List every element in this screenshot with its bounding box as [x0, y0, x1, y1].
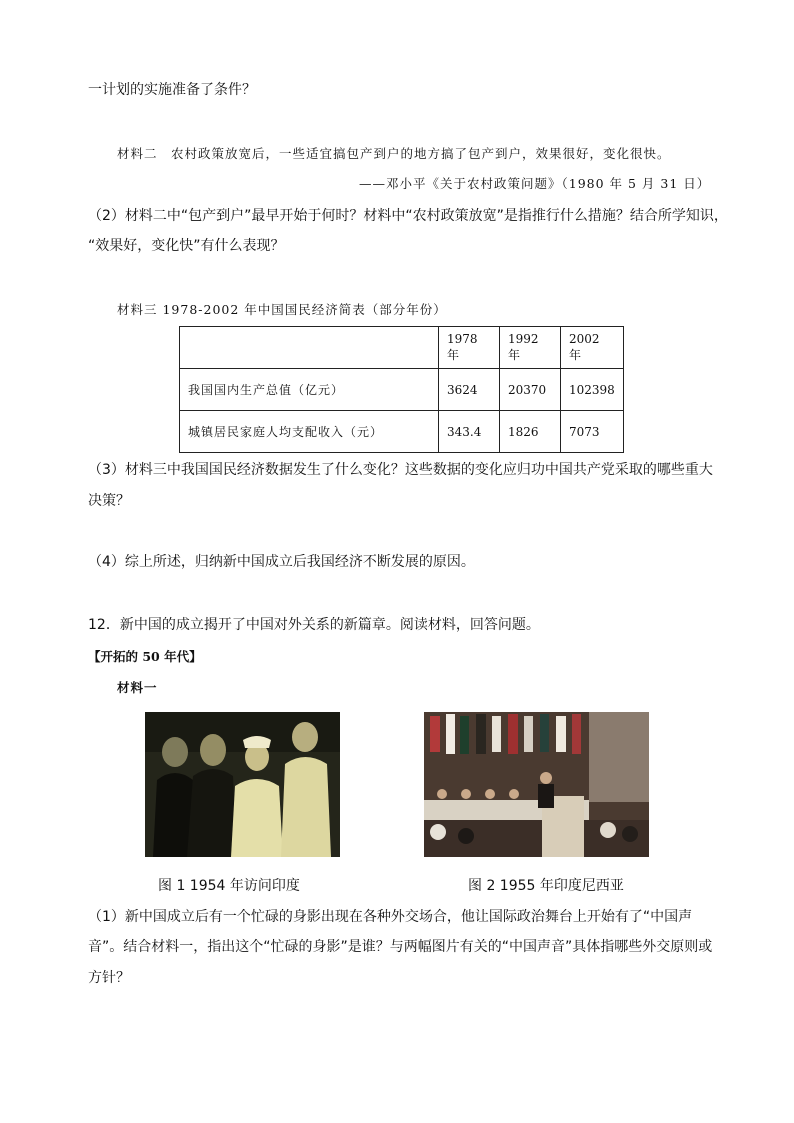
material2-source: ——邓小平《关于农村政策问题》（1980 年 5 月 31 日）	[359, 176, 711, 191]
question-12: 12．新中国的成立揭开了中国对外关系的新篇章。阅读材料，回答问题。	[88, 617, 540, 633]
section-heading: 【开拓的 50 年代】	[88, 649, 202, 664]
material2-text: 材料二 农村政策放宽后，一些适宜搞包产到户的地方搞了包产到户，效果很好，变化很快。	[117, 146, 671, 161]
table-row-label: 城镇居民家庭人均支配收入（元）	[180, 411, 439, 453]
table-row	[180, 369, 624, 411]
question-4: （4）综上所述，归纳新中国成立后我国经济不断发展的原因。	[88, 554, 475, 570]
table-header-1992: 1992 年	[500, 327, 561, 369]
question-3-line2: 决策？	[88, 493, 130, 509]
table-cell: 1826	[500, 411, 561, 453]
table-header-1978: 1978 年	[439, 327, 500, 369]
material1-label: 材料一	[117, 680, 158, 695]
table-row	[180, 411, 624, 453]
figure-2-photo	[424, 712, 649, 857]
table-cell: 343.4	[439, 411, 500, 453]
question-12-1-line2: 音”。结合材料一，指出这个“忙碌的身影”是谁？与两幅图片有关的“中国声音”具体指哪些外交原则或	[88, 939, 713, 955]
table-row-label: 我国国内生产总值（亿元）	[180, 369, 439, 411]
question-2-line2: “效果好，变化快”有什么表现？	[88, 238, 285, 254]
figure-2-caption: 图 2 1955 年印度尼西亚	[468, 878, 624, 894]
question-3-line1: （3）材料三中我国国民经济数据发生了什么变化？这些数据的变化应归功中国共产党采取的哪些重大	[88, 462, 713, 478]
material3-title: 材料三 1978-2002 年中国国民经济简表（部分年份）	[117, 302, 447, 317]
intro-fragment: 一计划的实施准备了条件？	[88, 82, 256, 98]
table-header-empty	[180, 327, 439, 369]
table-cell: 102398	[561, 369, 624, 411]
economy-table	[179, 326, 624, 453]
table-cell: 7073	[561, 411, 624, 453]
table-header-2002: 2002 年	[561, 327, 624, 369]
question-12-1-line3: 方针？	[88, 970, 130, 986]
table-cell: 3624	[439, 369, 500, 411]
question-12-1-line1: （1）新中国成立后有一个忙碌的身影出现在各种外交场合，他让国际政治舞台上开始有了“中国声	[88, 909, 693, 925]
figure-1-caption: 图 1 1954 年访问印度	[158, 878, 300, 894]
table-header-row	[180, 327, 624, 369]
question-2-line1: （2）材料二中“包产到户”最早开始于何时？材料中“农村政策放宽”是指推行什么措施？结合所学知识，	[88, 208, 728, 224]
table-cell: 20370	[500, 369, 561, 411]
figure-1-photo	[145, 712, 340, 857]
